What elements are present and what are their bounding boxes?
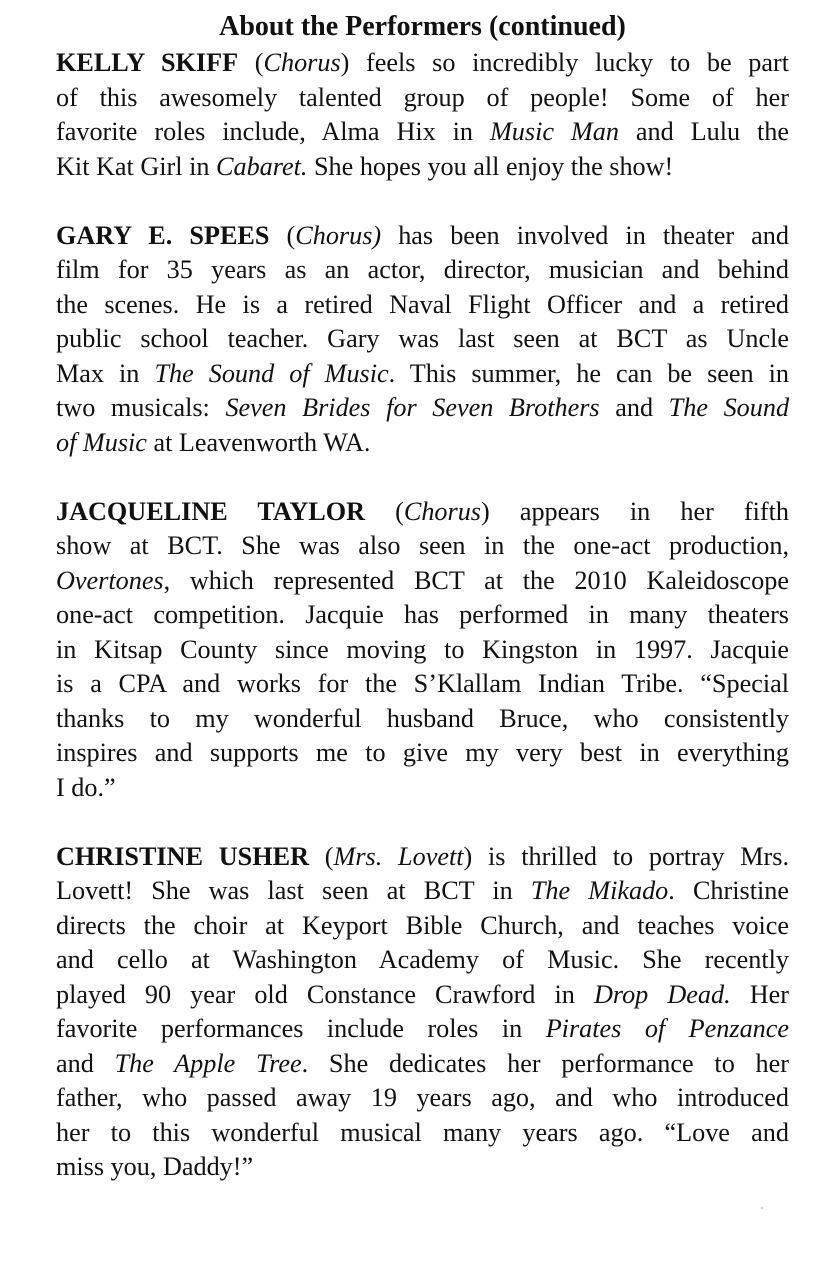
bio-text: ( bbox=[309, 841, 334, 871]
bio-text: of this awesomely talented group of people! Some of her bbox=[56, 82, 789, 112]
work-title: The Sound bbox=[668, 393, 790, 422]
bio-line bbox=[56, 115, 789, 150]
bio-text: She hopes you all enjoy the show! bbox=[307, 151, 674, 181]
work-title: Seven Brides for Seven Brothers bbox=[225, 393, 600, 422]
work-title: Chorus bbox=[263, 48, 341, 77]
bio-line bbox=[56, 150, 789, 185]
work-title: Music Man bbox=[489, 117, 619, 146]
work-title: The Mikado bbox=[530, 876, 669, 905]
bio-line bbox=[56, 564, 789, 599]
performer-name: GARY E. SPEES bbox=[56, 220, 270, 250]
bio-text: film for 35 years as an actor, director, musician and behind bbox=[56, 255, 789, 284]
bio-text: and cello at Washington Academy of Music. She recently bbox=[56, 945, 789, 974]
performer-bio bbox=[56, 219, 789, 461]
bio-line bbox=[56, 909, 789, 944]
bio-text: , which represented BCT at the 2010 Kaleidoscope bbox=[163, 565, 789, 595]
bio-line bbox=[56, 46, 789, 81]
bio-line bbox=[56, 219, 789, 254]
bio-line bbox=[56, 1081, 789, 1116]
work-title: Chorus bbox=[403, 496, 481, 526]
bio-text: ( bbox=[238, 48, 264, 77]
bio-text: her to this wonderful musical many years ago. “Love and bbox=[56, 1117, 789, 1147]
bio-line bbox=[56, 1150, 789, 1185]
bio-text: played 90 year old Constance Crawford in bbox=[56, 979, 594, 1009]
bio-text: is a CPA and works for the S’Klallam Indian Tribe. “Special bbox=[56, 669, 789, 698]
work-title: The Sound of Music bbox=[154, 358, 389, 388]
bio-text: Kit Kat Girl in bbox=[56, 151, 217, 181]
bio-text: ( bbox=[269, 220, 296, 250]
bio-line bbox=[56, 426, 789, 461]
work-title: Chorus) bbox=[295, 220, 382, 250]
bio-text: and bbox=[56, 1048, 115, 1078]
bio-text: the scenes. He is a retired Naval Flight Officer and a retired bbox=[56, 289, 789, 319]
bio-line bbox=[56, 978, 789, 1013]
performer-bio bbox=[56, 46, 789, 184]
bio-line bbox=[56, 598, 789, 633]
performer-name: CHRISTINE USHER bbox=[56, 841, 309, 871]
bio-line bbox=[56, 874, 789, 909]
bio-text: . This summer, he can be seen in bbox=[388, 358, 790, 388]
work-title: of Music bbox=[56, 427, 147, 457]
bio-line bbox=[56, 322, 789, 357]
work-title: Overtones bbox=[56, 565, 164, 595]
bio-text: has been involved in theater and bbox=[381, 220, 789, 250]
bio-text: favorite performances include roles in bbox=[56, 1014, 546, 1043]
bio-text: public school teacher. Gary was last seen at BCT as Uncle bbox=[56, 324, 789, 353]
bio-line bbox=[56, 736, 789, 771]
print-speck bbox=[761, 1207, 763, 1209]
performer-name: KELLY SKIFF bbox=[56, 48, 239, 77]
bio-text: ) appears in her fifth bbox=[481, 496, 789, 526]
bio-line bbox=[56, 702, 789, 737]
work-title: Mrs. Lovett bbox=[333, 841, 464, 871]
bio-text: Max in bbox=[56, 358, 155, 388]
bio-line bbox=[56, 495, 789, 530]
bio-text: inspires and supports me to give my very best in everything bbox=[56, 738, 789, 767]
bio-text: at Leavenworth WA. bbox=[146, 427, 371, 457]
bio-text: in Kitsap County since moving to Kingston in 1997. Jacquie bbox=[56, 634, 789, 664]
bio-text: Lovett! She was last seen at BCT in bbox=[56, 876, 531, 905]
bio-text: thanks to my wonderful husband Bruce, who consistently bbox=[56, 703, 789, 733]
bio-text: and bbox=[599, 393, 669, 422]
bio-text: miss you, Daddy!” bbox=[56, 1152, 254, 1181]
performer-name: JACQUELINE TAYLOR bbox=[56, 496, 366, 526]
performer-bio bbox=[56, 495, 789, 806]
work-title: Drop Dead. bbox=[593, 979, 731, 1009]
bio-text: and Lulu the bbox=[618, 117, 789, 146]
bio-text: one-act competition. Jacquie has performed in many theaters bbox=[56, 600, 789, 629]
bio-text: favorite roles include, Alma Hix in bbox=[56, 117, 490, 146]
work-title: Cabaret. bbox=[216, 151, 308, 181]
bio-text: father, who passed away 19 years ago, and who introduced bbox=[56, 1083, 789, 1112]
bio-line bbox=[56, 357, 789, 392]
bio-line bbox=[56, 1012, 789, 1047]
bio-line bbox=[56, 1116, 789, 1151]
bio-line bbox=[56, 1047, 789, 1082]
bio-line bbox=[56, 529, 789, 564]
bio-text: two musicals: bbox=[56, 393, 226, 422]
bios-list bbox=[56, 46, 789, 1185]
bio-text: directs the choir at Keyport Bible Church, and teaches voice bbox=[56, 910, 789, 940]
bio-text: Her bbox=[730, 979, 789, 1009]
bio-line bbox=[56, 943, 789, 978]
performers-page bbox=[56, 8, 789, 1219]
page-title: About the Performers (continued) bbox=[219, 11, 626, 42]
work-title: The Apple Tree bbox=[114, 1048, 302, 1078]
bio-line bbox=[56, 391, 789, 426]
bio-line bbox=[56, 81, 789, 116]
bio-line bbox=[56, 840, 789, 875]
bio-line bbox=[56, 667, 789, 702]
performer-bio bbox=[56, 840, 789, 1185]
bio-line bbox=[56, 253, 789, 288]
bio-text: . Christine bbox=[668, 876, 789, 905]
bio-line bbox=[56, 771, 789, 806]
bio-text: ) is thrilled to portray Mrs. bbox=[463, 841, 789, 871]
bio-line bbox=[56, 288, 789, 323]
bio-text: . She dedicates her performance to her bbox=[301, 1048, 789, 1078]
bio-text: show at BCT. She was also seen in the one-act production, bbox=[56, 531, 789, 560]
bio-line bbox=[56, 633, 789, 668]
bio-text: ) feels so incredibly lucky to be part bbox=[340, 48, 789, 77]
bio-text: ( bbox=[365, 496, 404, 526]
work-title: Pirates of Penzance bbox=[545, 1014, 790, 1043]
bio-text: I do.” bbox=[56, 772, 116, 802]
